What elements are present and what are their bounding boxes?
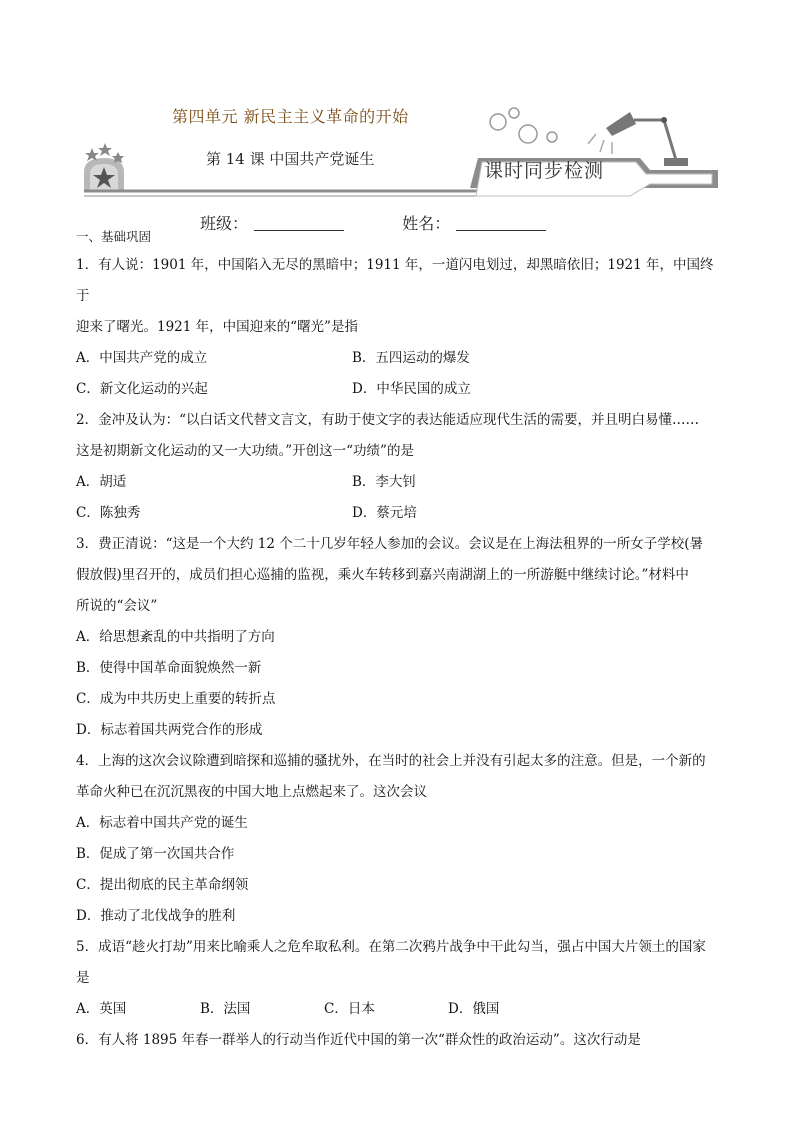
option-d[interactable]: D．俄国 xyxy=(448,1001,500,1017)
question-line: 这是初期新文化运动的又一大功绩。”开创这一“功绩”的是 xyxy=(76,443,414,459)
question-line: 3．费正清说：“这是一个大约 12 个二十几岁年轻人参加的会议。会议是在上海法租界的一所女子学校(暑 xyxy=(76,536,704,552)
option-c[interactable]: C．提出彻底的民主革命纲领 xyxy=(76,877,249,893)
unit-title: 第四单元 新民主主义革命的开始 xyxy=(172,107,409,126)
option-b[interactable]: B．李大钊 xyxy=(352,474,416,490)
lesson-title: 第 14 课 中国共产党诞生 xyxy=(206,150,375,168)
option-c[interactable]: C．成为中共历史上重要的转折点 xyxy=(76,691,276,707)
question-line: 1．有人说：1901 年，中国陷入无尽的黑暗中；1911 年，一道闪电划过，却黑暗依旧；1921 年，中国终于 xyxy=(76,257,714,304)
question-2 xyxy=(76,405,724,529)
option-c[interactable]: C．新文化运动的兴起 xyxy=(76,381,208,397)
option-b[interactable]: B．使得中国革命面貌焕然一新 xyxy=(76,660,262,676)
question-line: 迎来了曙光。1921 年，中国迎来的“曙光”是指 xyxy=(76,319,358,335)
page-header xyxy=(0,0,794,210)
name-label: 姓名： xyxy=(402,214,451,233)
option-d[interactable]: D．蔡元培 xyxy=(352,505,417,521)
option-c[interactable]: C．陈独秀 xyxy=(76,505,141,521)
question-6 xyxy=(76,1025,724,1056)
option-b[interactable]: B．五四运动的爆发 xyxy=(352,350,470,366)
option-a[interactable]: A．给思想紊乱的中共指明了方向 xyxy=(76,629,275,645)
option-a[interactable]: A．标志着中国共产党的诞生 xyxy=(76,815,248,831)
option-d[interactable]: D．中华民国的成立 xyxy=(352,381,471,397)
section-title: 一、基础巩固 xyxy=(76,229,152,244)
question-4 xyxy=(76,746,724,932)
badge-text: 课时同步检测 xyxy=(484,160,605,182)
star-badge-icon xyxy=(84,143,124,190)
question-line: 6．有人将 1895 年春一群举人的行动当作近代中国的第一次“群众性的政治运动”。这次行动是 xyxy=(76,1032,641,1048)
question-line: 2．金冲及认为：“以白话文代替文言文，有助于使文字的表达能适应现代生活的需要，并且明白易懂…… xyxy=(76,412,699,428)
option-a[interactable]: A．中国共产党的成立 xyxy=(76,350,208,366)
option-d[interactable]: D．推动了北伐战争的胜利 xyxy=(76,908,236,924)
option-b[interactable]: B．法国 xyxy=(200,1001,251,1017)
option-d[interactable]: D．标志着国共两党合作的形成 xyxy=(76,722,263,738)
option-a[interactable]: A．英国 xyxy=(76,1001,127,1017)
class-label: 班级： xyxy=(200,214,249,233)
option-b[interactable]: B．促成了第一次国共合作 xyxy=(76,846,235,862)
option-c[interactable]: C．日本 xyxy=(324,1001,375,1017)
question-line: 是 xyxy=(76,970,90,986)
question-1 xyxy=(76,250,724,405)
option-a[interactable]: A．胡适 xyxy=(76,474,127,490)
question-line: 假放假)里召开的，成员们担心巡捕的监视，乘火车转移到嘉兴南湖湖上的一所游艇中继续讨论。”材料中 xyxy=(76,567,689,583)
question-line: 所说的“会议” xyxy=(76,598,158,614)
question-line: 4．上海的这次会议除遭到暗探和巡捕的骚扰外，在当时的社会上并没有引起太多的注意。但是，一个新的 xyxy=(76,753,706,769)
question-3 xyxy=(76,529,724,746)
question-line: 5．成语“趁火打劫”用来比喻乘人之危牟取私利。在第二次鸦片战争中干此勾当，强占中国大片领土的国家 xyxy=(76,939,706,955)
question-5 xyxy=(76,932,724,1025)
question-line: 革命火种已在沉沉黑夜的中国大地上点燃起来了。这次会议 xyxy=(76,784,427,800)
question-list xyxy=(76,228,724,1056)
